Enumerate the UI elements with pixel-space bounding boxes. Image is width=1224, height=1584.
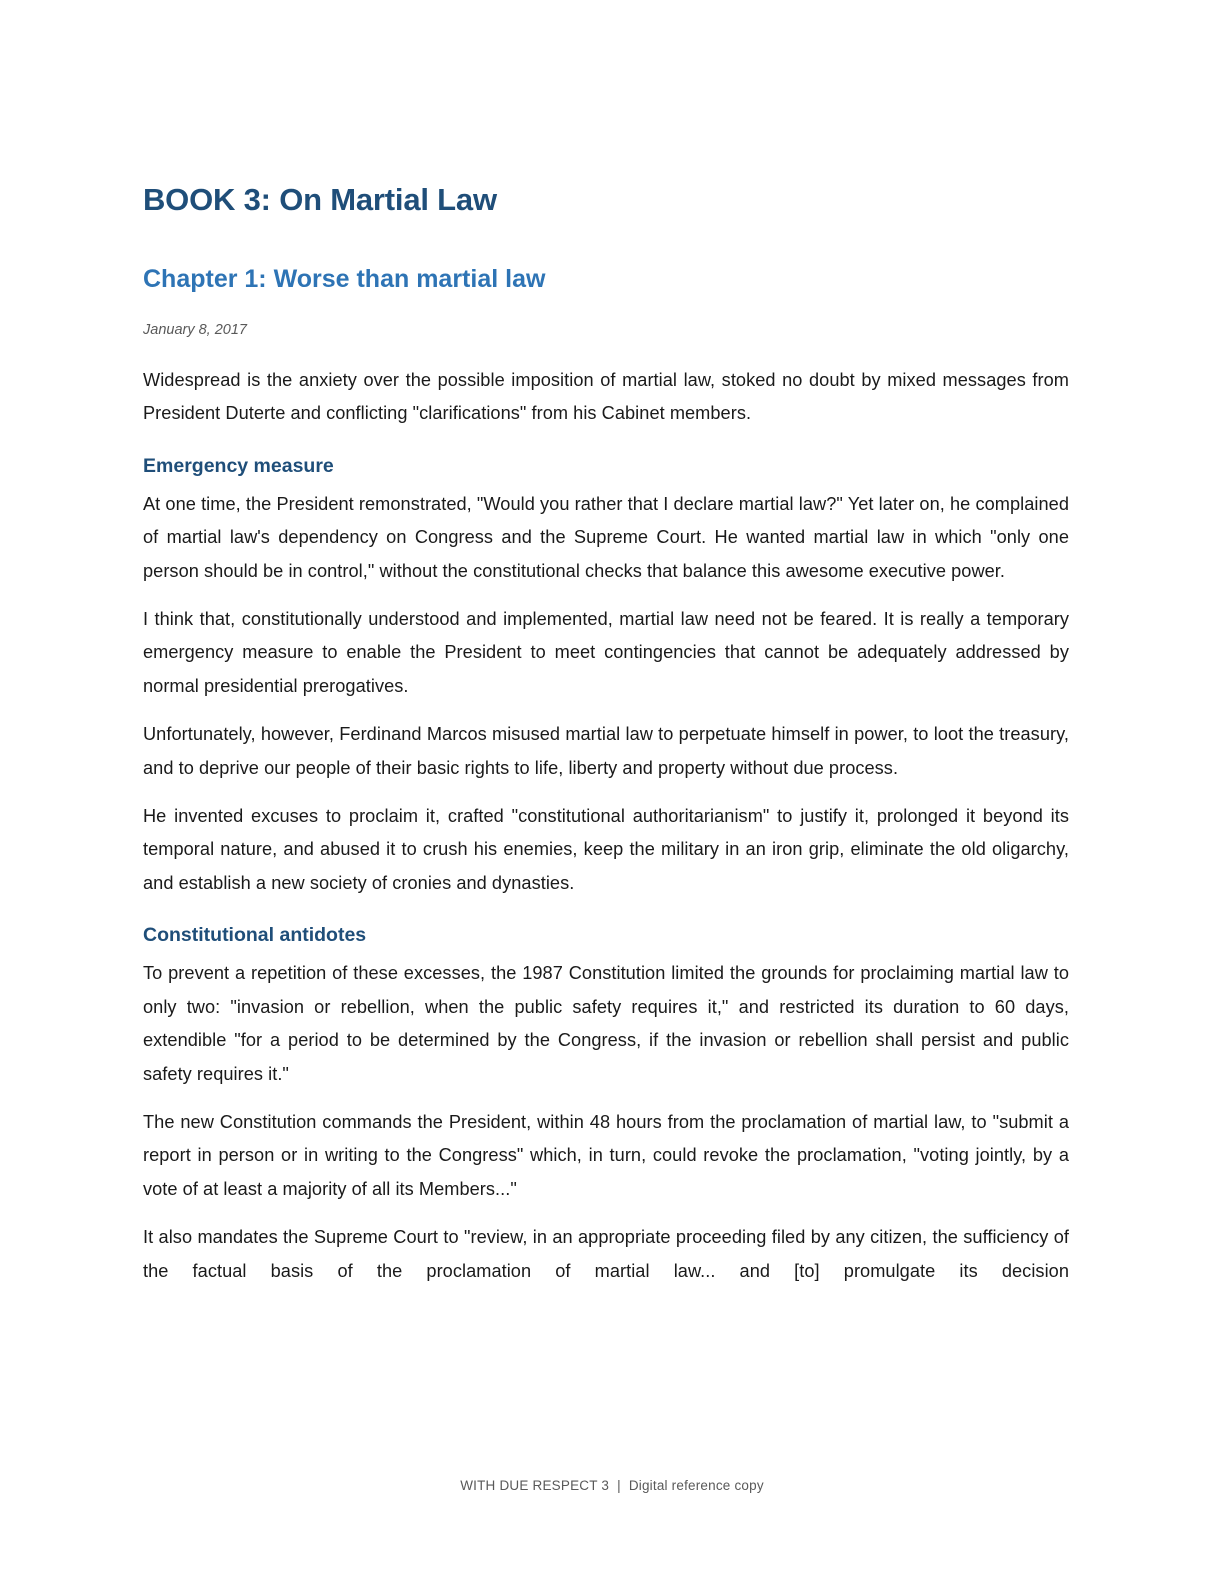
publication-date: January 8, 2017 <box>143 322 247 338</box>
section-heading-emergency: Emergency measure <box>143 454 334 477</box>
paragraph: At one time, the President remonstrated, "Would you rather that I declare martial law?" Yet later on, he complained of martial law's dependency on Congress and the Supreme Court. He wanted martial law in which "only one person should be in control," without the constitutional checks that balance this awesome executive power. <box>143 493 1069 581</box>
footer-separator: | <box>617 1478 621 1493</box>
book-title: BOOK 3: On Martial Law <box>143 182 497 217</box>
paragraph: Widespread is the anxiety over the possible imposition of martial law, stoked no doubt by mixed messages from President Duterte and conflicting "clarifications" from his Cabinet members. <box>143 370 1069 424</box>
section-heading-antidotes: Constitutional antidotes <box>143 924 367 947</box>
paragraph: Unfortunately, however, Ferdinand Marcos misused martial law to perpetuate himself in power, to loot the treasury, and to deprive our people of their basic rights to life, liberty and property without due process. <box>143 724 1069 778</box>
paragraph: I think that, constitutionally understood and implemented, martial law need not be feared. It is really a temporary emergency measure to enable the President to meet contingencies that cannot be adequately addressed by normal presidential prerogatives. <box>143 609 1069 696</box>
page-footer <box>0 1478 1224 1493</box>
footer-note: Digital reference copy <box>628 1478 764 1493</box>
paragraph: He invented excuses to proclaim it, crafted "constitutional authoritarianism" to justify it, prolonged it beyond its temporal nature, and abused it to crush his enemies, keep the military in an iron grip, eliminate the old oligarchy, and establish a new society of cronies and dynasties. <box>143 806 1069 893</box>
paragraph: To prevent a repetition of these excesses, the 1987 Constitution limited the grounds for proclaiming martial law to only two: "invasion or rebellion, when the public safety requires it," and restricted its duration to 60 days, extendible "for a period to be determined by the Congress, if the invasion or rebellion shall persist and public safety requires it." <box>143 963 1069 1084</box>
article-content <box>143 364 1069 1303</box>
footer-book-title: WITH DUE RESPECT 3 <box>460 1478 610 1493</box>
page-body <box>143 178 1069 1281</box>
paragraph: The new Constitution commands the President, within 48 hours from the proclamation of martial law, to "submit a report in person or in writing to the Congress" which, in turn, could revoke the proclamation, "voting jointly, by a vote of at least a majority of all its Members..." <box>143 1111 1069 1199</box>
paragraph-last: It also mandates the Supreme Court to "review, in an appropriate proceeding filed by any citizen, the sufficiency of the factual basis of the proclamation of martial law... and [to] promulgate its decision <box>143 1227 1069 1281</box>
chapter-title: Chapter 1: Worse than martial law <box>143 265 546 293</box>
